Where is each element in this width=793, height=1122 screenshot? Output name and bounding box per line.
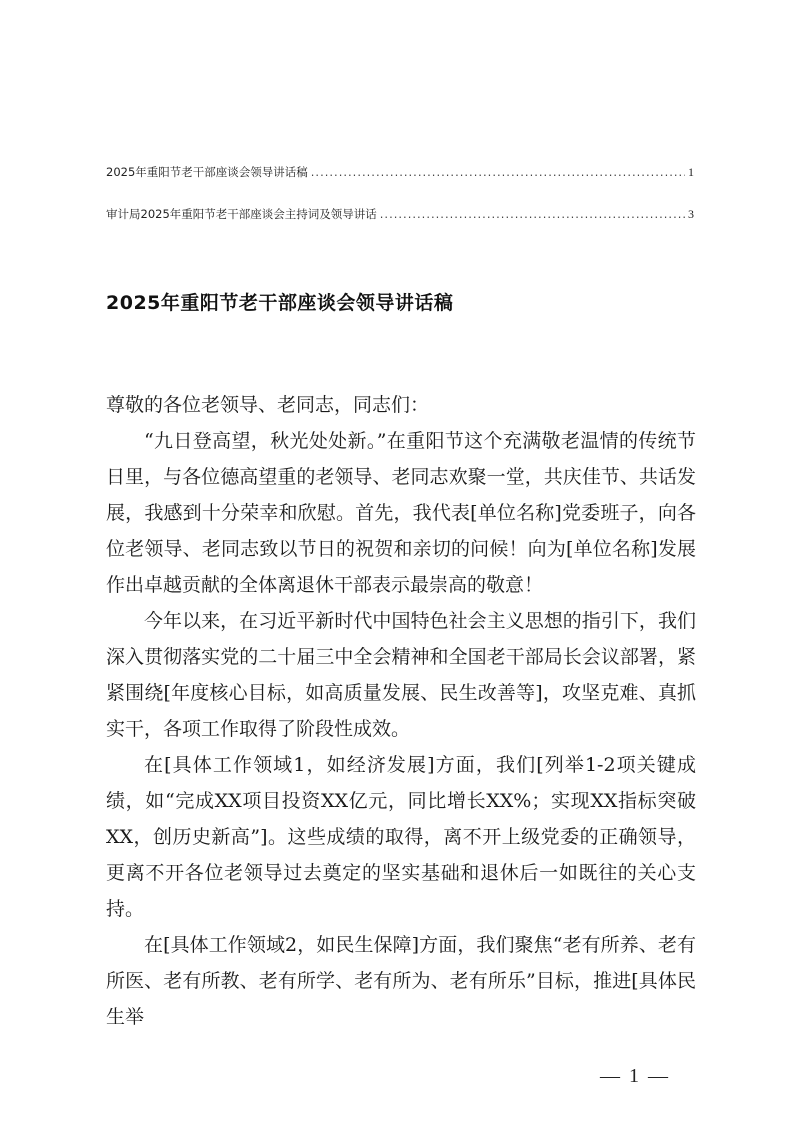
toc-entry-page: 3 — [688, 207, 694, 221]
toc-entry-title[interactable]: 审计局2025年重阳节老干部座谈会主持词及领导讲话 — [106, 207, 377, 221]
page-number: — 1 — — [600, 1065, 670, 1087]
paragraph: “九日登高望，秋光处处新。”在重阳节这个充满敬老温情的传统节日里，与各位德高望重的老领导、老同志欢聚一堂，共庆佳节、共话发展，我感到十分荣幸和欣慰。首先，我代表[单位名称]党委班子，向各位老领导、老同志致以节日的祝贺和亲切的问候！向为[单位名称]发展作出卓越贡献的全体离退休干部表示最崇高的敬意！ — [106, 430, 696, 596]
toc-leader-dots — [311, 160, 685, 184]
salutation: 尊敬的各位老领导、老同志，同志们： — [106, 394, 430, 416]
document-title: 2025年重阳节老干部座谈会领导讲话稿 — [106, 292, 454, 314]
toc-entry-title[interactable]: 2025年重阳节老干部座谈会领导讲话稿 — [106, 165, 308, 179]
document-body — [106, 387, 696, 1035]
toc-leader-dots — [380, 202, 685, 226]
paragraph: 在[具体工作领域2，如民生保障]方面，我们聚焦“老有所养、老有所医、老有所教、老有所学、老有所为、老有所乐”目标，推进[具体民生举 — [106, 934, 696, 1028]
toc-entry[interactable] — [106, 160, 694, 202]
toc-entry[interactable] — [106, 202, 694, 244]
toc-entry-page: 1 — [688, 165, 694, 179]
paragraph: 在[具体工作领域1，如经济发展]方面，我们[列举1-2项关键成绩，如“完成XX项目投资XX亿元，同比增长XX%；实现XX指标突破XX，创历史新高”]。这些成绩的取得，离不开上级党委的正确领导，更离不开各位老领导过去奠定的坚实基础和退休后一如既往的关心支持。 — [106, 754, 696, 920]
page-content — [106, 387, 696, 1089]
table-of-contents — [106, 160, 694, 244]
paragraph: 今年以来，在习近平新时代中国特色社会主义思想的指引下，我们深入贯彻落实党的二十届三中全会精神和全国老干部局长会议部署，紧紧围绕[年度核心目标，如高质量发展、民生改善等]，攻坚克难、真抓实干，各项工作取得了阶段性成效。 — [106, 610, 696, 740]
